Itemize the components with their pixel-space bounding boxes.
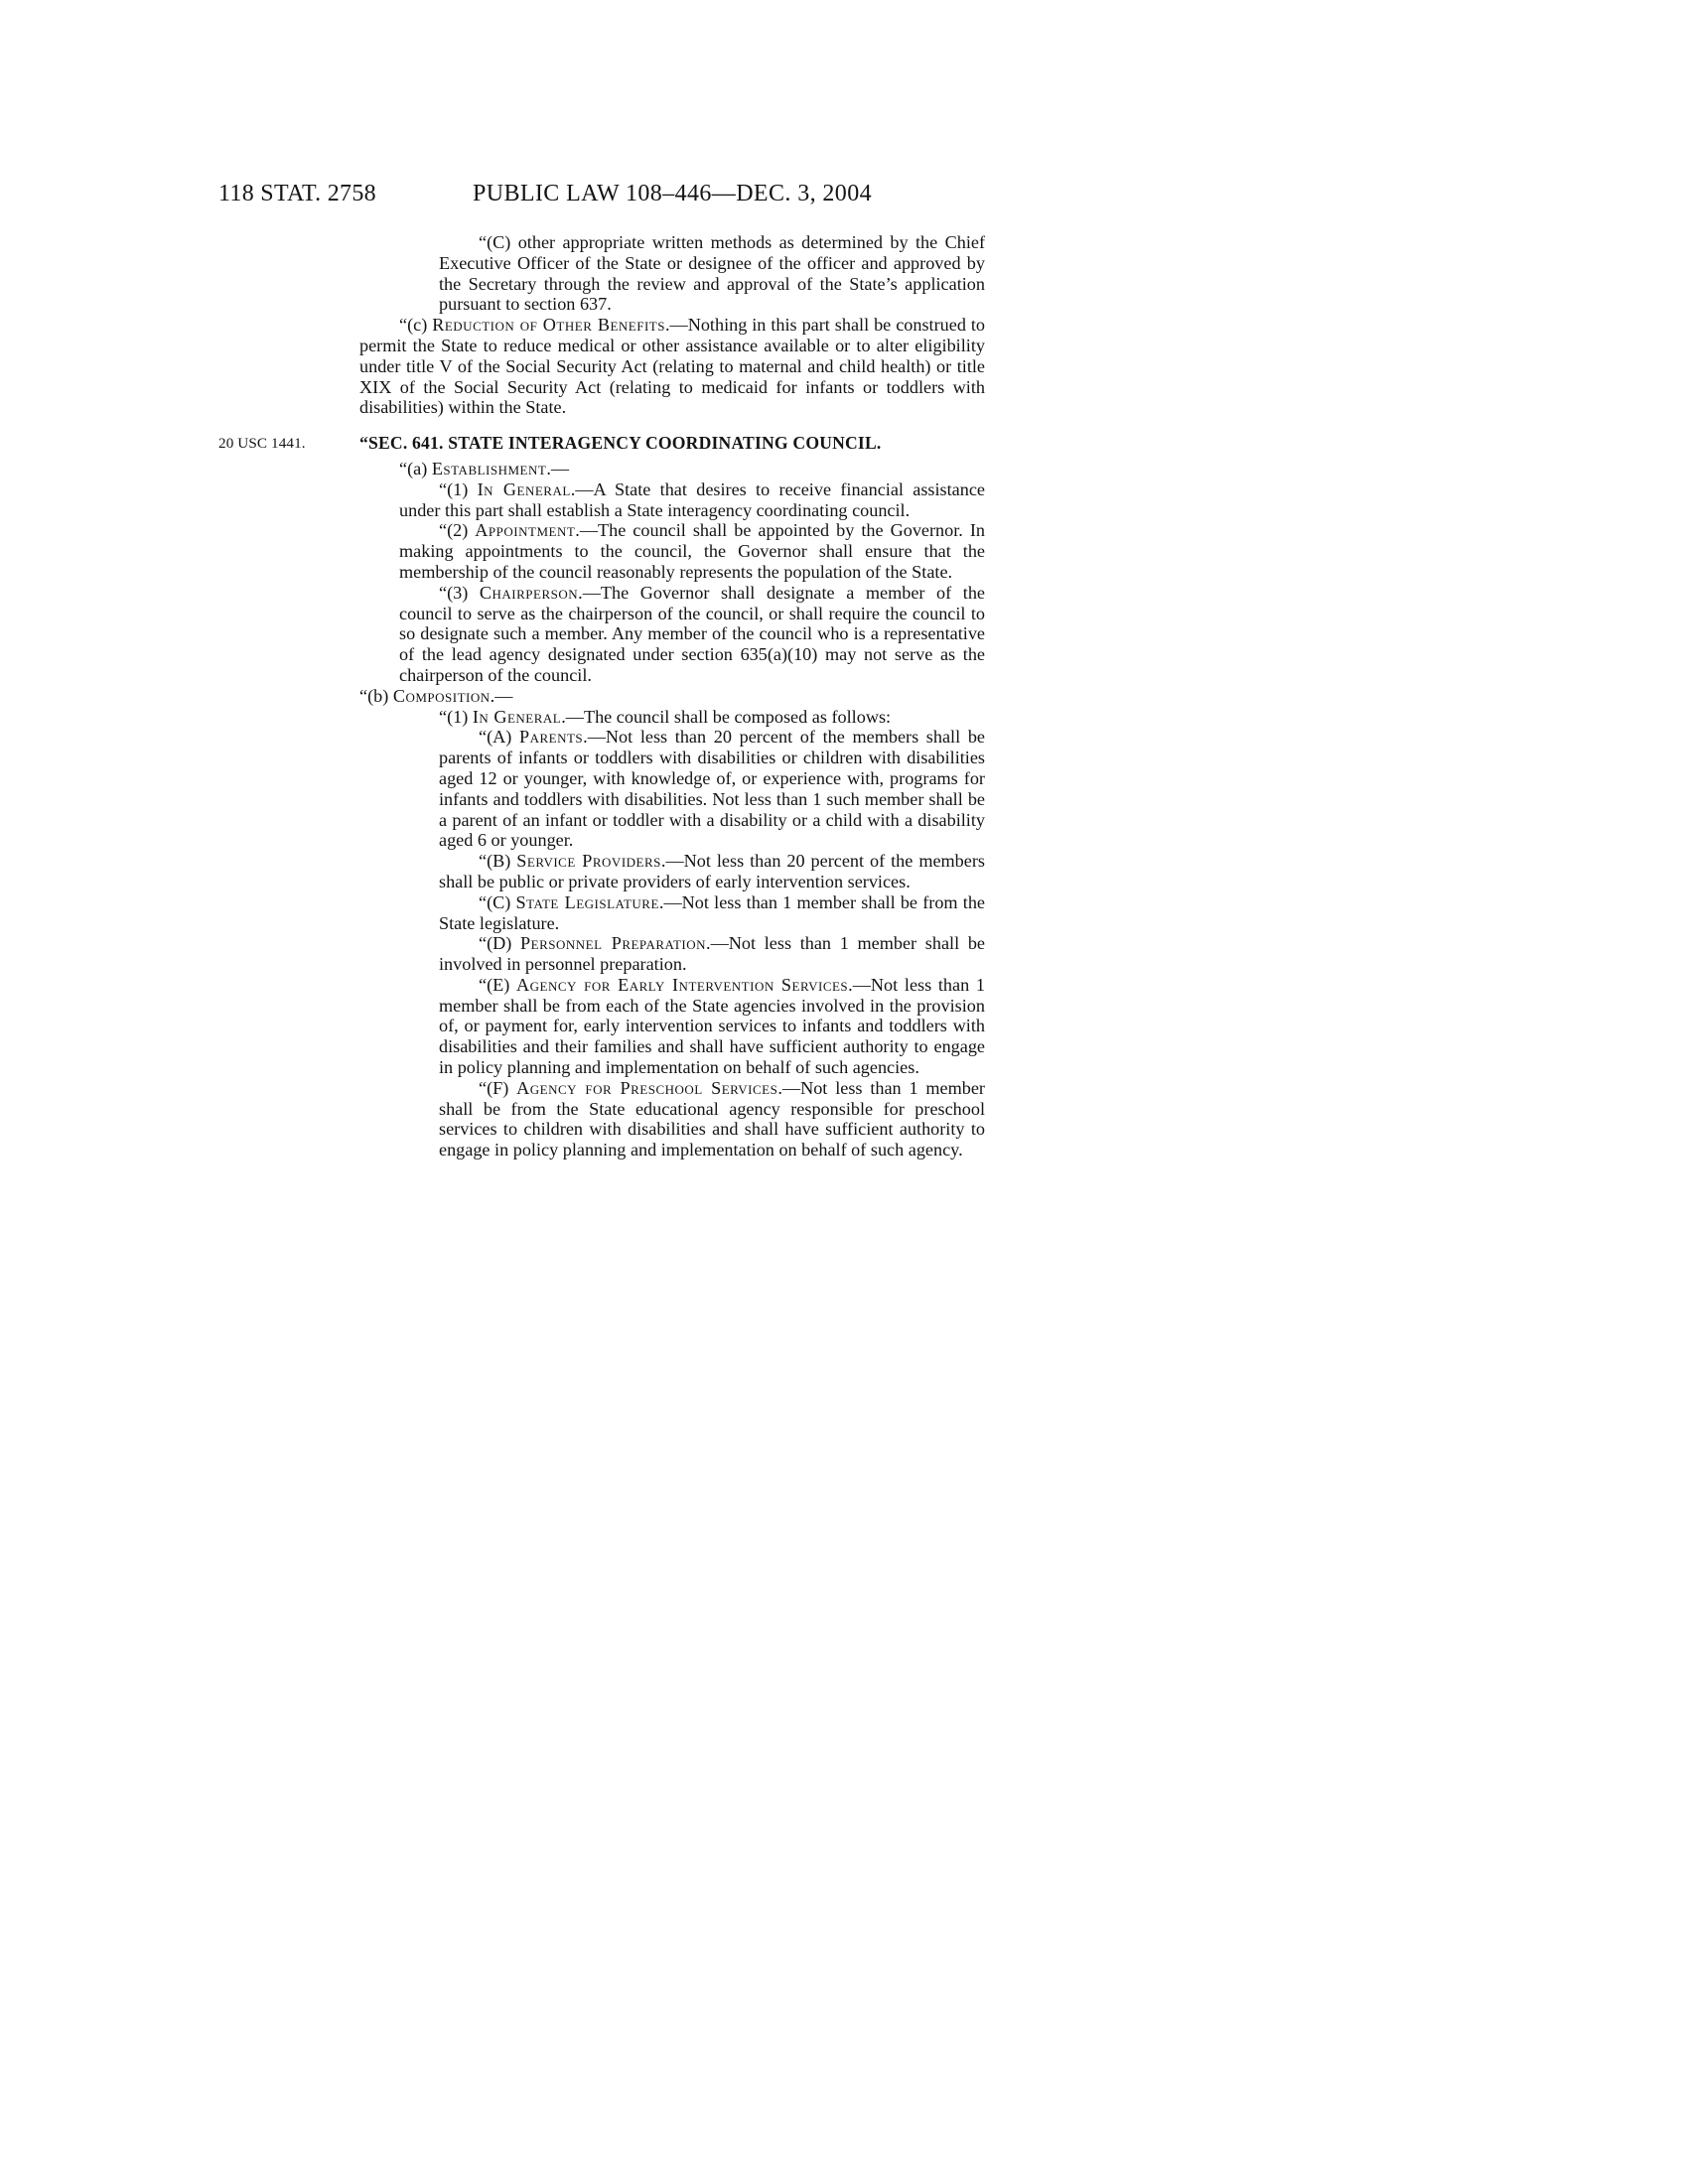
statute-body — [218, 232, 986, 1160]
smallcaps-label: State Legislature — [515, 891, 659, 912]
text-run: “(1) — [439, 478, 478, 499]
smallcaps-label: Establishment — [431, 458, 547, 478]
bold-heading-text: “SEC. 641. STATE INTERAGENCY COORDINATING COUNCIL. — [359, 433, 882, 454]
smallcaps-label: Agency for Early Intervention Services — [516, 974, 849, 995]
text-run: .—The Governor shall designate a member of the council to serve as the chairperson of the council, or shall require the council to so designate such a member. Any member of the council who is a representative of the lead agency designated under section 635(a)(10) may not serve as the chairperson of the council. — [399, 582, 985, 685]
smallcaps-label: Agency for Preschool Services — [516, 1077, 778, 1098]
text-run: .—Not less than 1 member shall be involved in personnel preparation. — [439, 933, 985, 975]
smallcaps-label: Parents — [518, 727, 584, 748]
text-run: “(F) — [479, 1077, 517, 1098]
text-run: “(3) — [439, 582, 480, 603]
text-run: .— — [490, 685, 513, 706]
text-run: “(A) — [479, 727, 519, 748]
text-run: “(1) — [439, 706, 473, 727]
statute-paragraph — [359, 459, 985, 479]
stat-page-number: 118 STAT. 2758 — [218, 181, 376, 206]
text-run: “(a) — [399, 458, 432, 478]
statute-paragraph — [439, 232, 985, 315]
statute-paragraph — [439, 851, 985, 892]
smallcaps-label: Appointment — [475, 520, 576, 541]
text-run: .—Not less than 20 percent of the members shall be parents of infants or toddlers with disabilities or children with disabilities aged 12 or younger, with knowledge of, or experience with, programs for infants and toddlers with disabilities. Not less than 1 such member shall be a parent of an infant or toddler with a disability or a child with a disability aged 6 or younger. — [439, 727, 985, 851]
smallcaps-label: In General — [477, 478, 571, 499]
text-run: .—Not less than 1 member shall be from the State legislature. — [439, 891, 985, 933]
text-run: .—A State that desires to receive financial assistance under this part shall establish a State interagency coordinating council. — [399, 478, 985, 520]
statute-paragraph — [439, 727, 985, 851]
statute-paragraph — [399, 520, 985, 582]
usc-margin-note: 20 USC 1441. — [218, 435, 306, 453]
statute-paragraph — [439, 975, 985, 1078]
text-run: “(B) — [479, 851, 517, 872]
statute-paragraph — [359, 315, 985, 418]
text-run: .—Nothing in this part shall be construed to permit the State to reduce medical or other assistance available or to alter eligibility under title V of the Social Security Act (relating to maternal and child health) or title XIX of the Social Security Act (relating to medicaid for infants or toddlers with disabilities) within the State. — [359, 315, 986, 418]
statute-paragraph — [439, 933, 985, 975]
text-run: “(2) — [439, 520, 476, 541]
smallcaps-label: Reduction of Other Benefits — [432, 315, 665, 336]
public-law-header: PUBLIC LAW 108–446—DEC. 3, 2004 — [472, 181, 873, 206]
text-run: “(c) — [399, 315, 433, 336]
smallcaps-label: Composition — [392, 685, 491, 706]
text-run: .—Not less than 1 member shall be from each of the State agencies involved in the provision of, or payment for, early intervention services to infants and toddlers with disabilities and their families and shall have sufficient authority to engage in policy planning and implementation on behalf of such agencies. — [439, 974, 985, 1078]
statute-paragraph — [399, 707, 985, 728]
section-heading — [218, 433, 985, 454]
smallcaps-label: In General — [472, 706, 562, 727]
smallcaps-label: Personnel Preparation — [520, 933, 707, 954]
text-run: .—Not less than 20 percent of the members shall be public or private providers of early intervention services. — [439, 851, 985, 891]
text-run: .—The council shall be appointed by the Governor. In making appointments to the council, the Governor shall ensure that the membership of the council reasonably represents the population of the State. — [399, 520, 985, 582]
text-run: .—Not less than 1 member shall be from the State educational agency responsible for preschool services to children with disabilities and shall have sufficient authority to engage in policy planning and implementation on behalf of such agency. — [439, 1077, 985, 1160]
statute-paragraph — [439, 892, 985, 934]
text-run: “(E) — [479, 974, 516, 995]
text-run: “(D) — [479, 933, 521, 954]
smallcaps-label: Service Providers — [516, 851, 661, 872]
text-run: “(C) other appropriate written methods as determined by the Chief Executive Officer of the State or designee of the officer and approved by the Secretary through the review and approval of the State’s application pursuant to section 637. — [439, 232, 985, 315]
smallcaps-label: Chairperson — [479, 582, 579, 603]
text-run: .—The council shall be composed as follows: — [561, 706, 892, 727]
statute-paragraph — [399, 479, 985, 521]
statute-paragraph — [439, 1078, 985, 1160]
text-run: .— — [546, 458, 570, 478]
text-run: “(C) — [479, 891, 516, 912]
text-run: “(b) — [359, 685, 393, 706]
statute-paragraph — [359, 686, 985, 707]
statute-paragraph — [399, 583, 985, 686]
